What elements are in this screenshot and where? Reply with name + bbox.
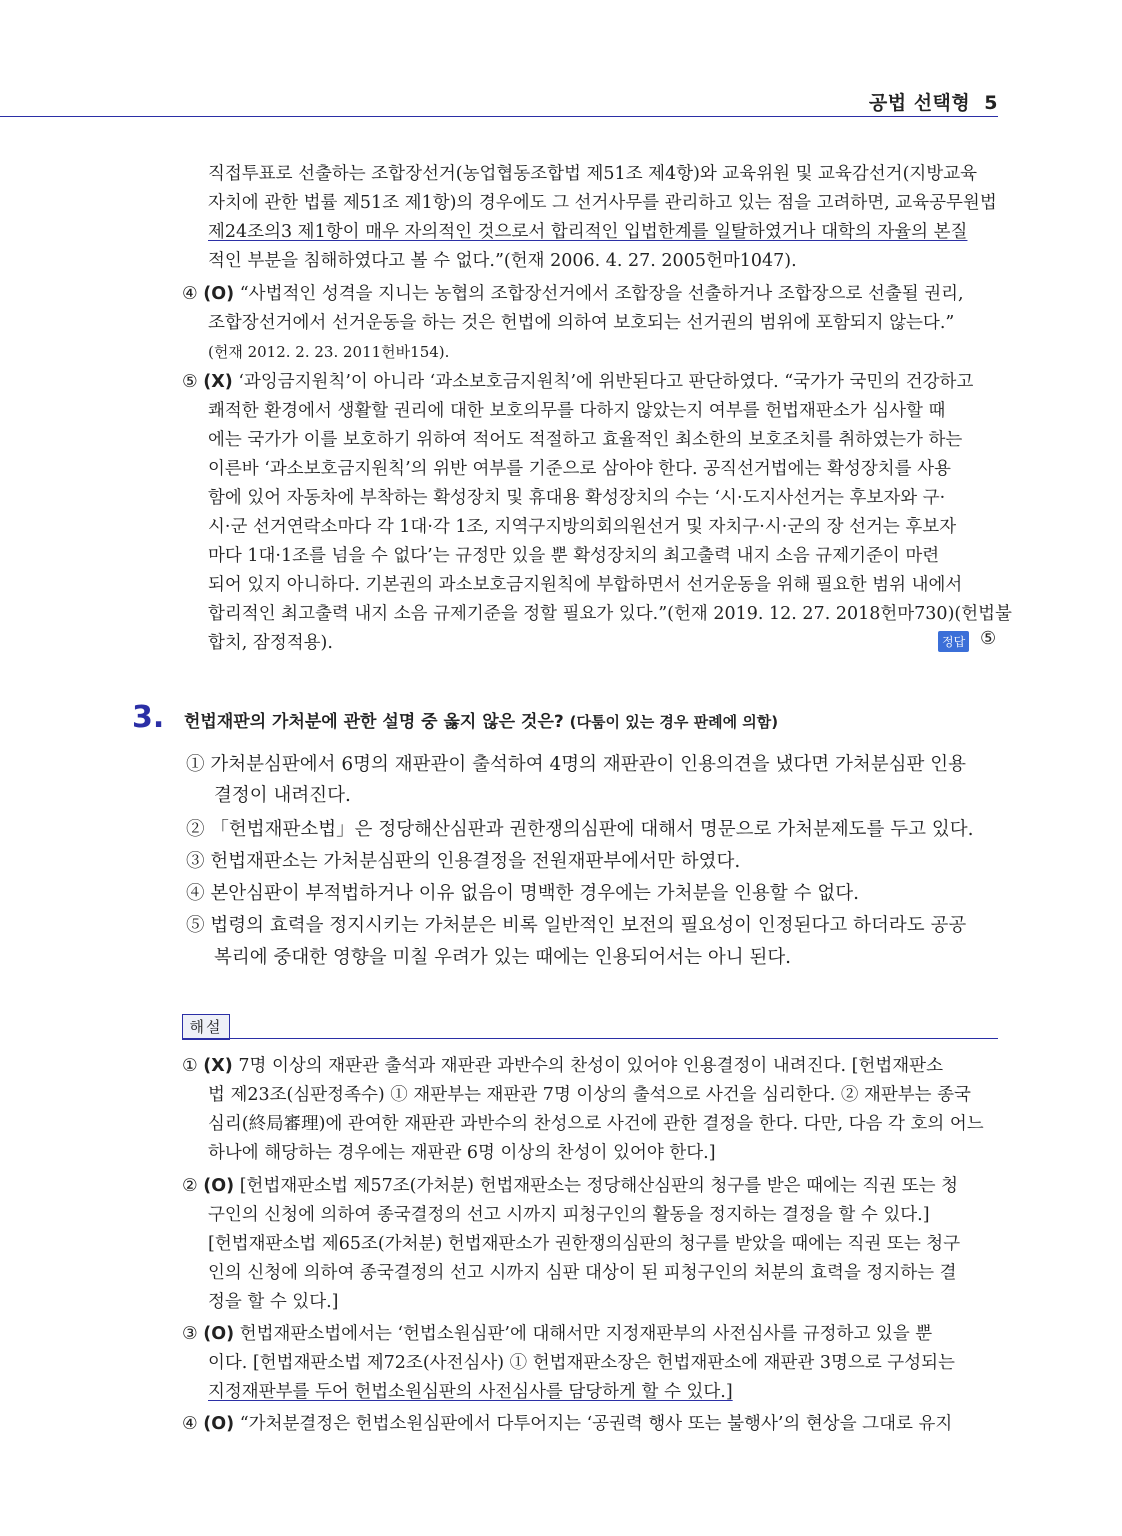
text-span: ② bbox=[186, 819, 205, 840]
text-span: 마다 1대·1조를 넘을 수 없다’는 규정만 있을 뿐 확성장치의 최고출력 내지 소음 규제기준이 마련 bbox=[208, 546, 940, 566]
text-span: 적인 부분을 침해하였다고 볼 수 없다.”(헌재 2006. 4. 27. 2005헌마1047). bbox=[208, 251, 797, 271]
text-span: ① bbox=[182, 1056, 198, 1076]
text-span: 직접투표로 선출하는 조합장선거(농업협동조합법 제51조 제4항)와 교육위원 및 교육감선거(지방교육 bbox=[208, 164, 978, 184]
header-rule bbox=[0, 116, 998, 117]
text-line bbox=[208, 484, 1122, 512]
answer-badge: 정답 bbox=[938, 631, 969, 652]
text-span: 이른바 ‘과소보호금지원칙’의 위반 여부를 기준으로 삼아야 한다. 공직선거법에는 확성장치를 사용 bbox=[208, 459, 951, 479]
question-note: (다툼이 있는 경우 판례에 의함) bbox=[569, 713, 779, 731]
text-line bbox=[208, 1081, 1122, 1109]
text-line bbox=[208, 218, 1122, 246]
text-line bbox=[208, 338, 1122, 366]
option-4 bbox=[186, 879, 859, 909]
text-span: [헌법재판소법 제65조(가처분) 헌법재판소가 권한쟁의심판의 청구를 받았을 때에는 직권 또는 청구 bbox=[208, 1234, 961, 1254]
text-span: 시·군 선거연락소마다 각 1대·각 1조, 지역구지방의회의원선거 및 자치구·시·군의 장 선거는 후보자 bbox=[208, 517, 957, 537]
text-span: 본안심판이 부적법하거나 이유 없음이 명백한 경우에는 가처분을 인용할 수 없다. bbox=[210, 883, 859, 904]
question-text bbox=[184, 707, 778, 732]
option-5 bbox=[186, 911, 966, 941]
prev-item-5-line bbox=[182, 368, 1122, 396]
text-span: 가처분심판에서 6명의 재판관이 출석하여 4명의 재판관이 인용의견을 냈다면 가처분심판 인용 bbox=[210, 754, 966, 775]
solution-item-4 bbox=[182, 1410, 1122, 1438]
ox-mark: (O) bbox=[203, 1324, 235, 1344]
text-span: “가처분결정은 헌법소원심판에서 다투어지는 ‘공권력 행사 또는 불행사’의 현상을 그대로 유지 bbox=[239, 1414, 953, 1434]
text-span: 결정이 내려진다. bbox=[214, 785, 351, 806]
text-span: ② bbox=[182, 1176, 198, 1196]
text-span: 이다. [헌법재판소법 제72조(사전심사) ① 헌법재판소장은 헌법재판소에 재판관 3명으로 구성되는 bbox=[208, 1353, 955, 1373]
header-title: 공법 선택형 bbox=[868, 92, 971, 114]
text-span: 에는 국가가 이를 보호하기 위하여 적어도 적절하고 효율적인 최소한의 보호조치를 취하였는가 하는 bbox=[208, 430, 963, 450]
text-span: 하나에 해당하는 경우에는 재판관 6명 이상의 찬성이 있어야 한다.] bbox=[208, 1143, 716, 1163]
text-line bbox=[208, 1259, 1122, 1287]
text-line bbox=[208, 1139, 1122, 1167]
text-span: 쾌적한 환경에서 생활할 권리에 대한 보호의무를 다하지 않았는지 여부를 헌법재판소가 심사할 때 bbox=[208, 401, 946, 421]
text-span: ③ bbox=[186, 851, 205, 872]
text-span: 되어 있지 아니하다. 기본권의 과소보호금지원칙에 부합하면서 선거운동을 위해 필요한 범위 내에서 bbox=[208, 575, 963, 595]
solution-item-3 bbox=[182, 1320, 1122, 1348]
text-span: ③ bbox=[182, 1324, 198, 1344]
text-span: 복리에 중대한 영향을 미칠 우려가 있는 때에는 인용되어서는 아니 된다. bbox=[214, 947, 792, 968]
page-number: 5 bbox=[984, 92, 998, 114]
text-line bbox=[208, 426, 1122, 454]
question-number: 3. bbox=[132, 700, 165, 735]
text-line bbox=[208, 571, 1122, 599]
solution-item-1 bbox=[182, 1052, 1122, 1080]
text-span: 헌법재판소법에서는 ‘헌법소원심판’에 대해서만 지정재판부의 사전심사를 규정하고 있을 뿐 bbox=[239, 1324, 933, 1344]
text-line bbox=[208, 1288, 1122, 1316]
text-line bbox=[208, 247, 1122, 275]
text-span: ‘과잉금지원칙’이 아니라 ‘과소보호금지원칙’에 위반된다고 판단하였다. “국가가 국민의 건강하고 bbox=[238, 372, 974, 392]
text-line bbox=[208, 309, 1122, 337]
text-line bbox=[208, 542, 1122, 570]
text-line bbox=[208, 1378, 1122, 1406]
ox-mark: (X) bbox=[203, 372, 233, 392]
text-span: 법 제23조(심판정족수) ① 재판부는 재판관 7명 이상의 출석으로 사건을 심리한다. ② 재판부는 종국 bbox=[208, 1085, 971, 1105]
circled-number: ④ bbox=[182, 284, 198, 304]
text-span: 지정재판부를 두어 헌법소원심판의 사전심사를 담당하게 할 수 있다.] bbox=[208, 1382, 733, 1402]
text-span: 합리적인 최고출력 내지 소음 규제기준을 정할 필요가 있다.”(헌재 2019. 12. 27. 2018헌마730)(헌법불 bbox=[208, 604, 1012, 624]
text-line bbox=[208, 397, 1122, 425]
text-span: (헌재 2012. 2. 23. 2011헌바154). bbox=[208, 343, 450, 361]
prev-item-4-line bbox=[182, 280, 1122, 308]
text-span: 「헌법재판소법」은 정당해산심판과 권한쟁의심판에 대해서 명문으로 가처분제도를 두고 있다. bbox=[210, 819, 974, 840]
text-line bbox=[208, 160, 1122, 188]
text-line bbox=[208, 513, 1122, 541]
text-span: 정을 할 수 있다.] bbox=[208, 1292, 339, 1312]
text-span: ⑤ bbox=[186, 915, 205, 936]
option-1 bbox=[186, 750, 966, 780]
option-1-cont bbox=[214, 781, 351, 811]
text-span: ④ bbox=[186, 883, 205, 904]
text-span: ① bbox=[186, 754, 205, 775]
text-line bbox=[208, 1349, 1122, 1377]
option-2 bbox=[186, 815, 974, 845]
text-span: 조합장선거에서 선거운동을 하는 것은 헌법에 의하여 보호되는 선거권의 범위에 포함되지 않는다.” bbox=[208, 313, 955, 333]
ox-mark: (X) bbox=[203, 1056, 233, 1076]
option-5-cont bbox=[214, 943, 791, 973]
text-line bbox=[208, 455, 1122, 483]
question-stem: 헌법재판의 가처분에 관한 설명 중 옳지 않은 것은? bbox=[184, 712, 564, 732]
text-span: 7명 이상의 재판관 출석과 재판관 과반수의 찬성이 있어야 인용결정이 내려진다. [헌법재판소 bbox=[238, 1056, 943, 1076]
text-span: “사법적인 성격을 지니는 농협의 조합장선거에서 조합장을 선출하거나 조합장으로 선출될 권리, bbox=[239, 284, 964, 304]
text-line bbox=[208, 189, 1122, 217]
text-span: 자치에 관한 법률 제51조 제1항)의 경우에도 그 선거사무를 관리하고 있는 점을 고려하면, 교육공무원법 bbox=[208, 193, 997, 213]
text-span: [헌법재판소법 제57조(가처분) 헌법재판소는 정당해산심판의 청구를 받은 때에는 직권 또는 청 bbox=[239, 1176, 959, 1196]
circled-number: ⑤ bbox=[182, 372, 198, 392]
ox-mark: (O) bbox=[203, 1414, 235, 1434]
text-span: 제24조의3 제1항이 매우 자의적인 것으로서 합리적인 입법한계를 일탈하였거나 대학의 자율의 본질 bbox=[208, 222, 968, 242]
ox-mark: (O) bbox=[203, 1176, 235, 1196]
solution-item-2 bbox=[182, 1172, 1122, 1200]
text-span: 헌법재판소는 가처분심판의 인용결정을 전원재판부에서만 하였다. bbox=[210, 851, 741, 872]
text-line bbox=[208, 1201, 1122, 1229]
page-header bbox=[869, 88, 998, 115]
solution-rule bbox=[182, 1038, 998, 1039]
ox-mark: (O) bbox=[203, 284, 235, 304]
option-3 bbox=[186, 847, 740, 877]
answer-number: ⑤ bbox=[980, 628, 997, 649]
text-span: 함에 있어 자동차에 부착하는 확성장치 및 휴대용 확성장치의 수는 ‘시·도지사선거는 후보자와 구· bbox=[208, 488, 946, 508]
text-span: 인의 신청에 의하여 종국결정의 선고 시까지 심판 대상이 된 피청구인의 처분의 효력을 정지하는 결 bbox=[208, 1263, 957, 1283]
solution-label: 해설 bbox=[182, 1014, 230, 1040]
text-span: 구인의 신청에 의하여 종국결정의 선고 시까지 피청구인의 활동을 정지하는 결정을 할 수 있다.] bbox=[208, 1205, 930, 1225]
text-span: 심리(終局審理)에 관여한 재판관 과반수의 찬성으로 사건에 관한 결정을 한다. 다만, 다음 각 호의 어느 bbox=[208, 1114, 984, 1134]
text-span: 합치, 잠정적용). bbox=[208, 633, 333, 653]
text-line bbox=[208, 1110, 1122, 1138]
text-span: ④ bbox=[182, 1414, 198, 1434]
text-span: 법령의 효력을 정지시키는 가처분은 비록 일반적인 보전의 필요성이 인정된다고 하더라도 공공 bbox=[210, 915, 967, 936]
text-line bbox=[208, 1230, 1122, 1258]
text-line bbox=[208, 600, 1122, 628]
